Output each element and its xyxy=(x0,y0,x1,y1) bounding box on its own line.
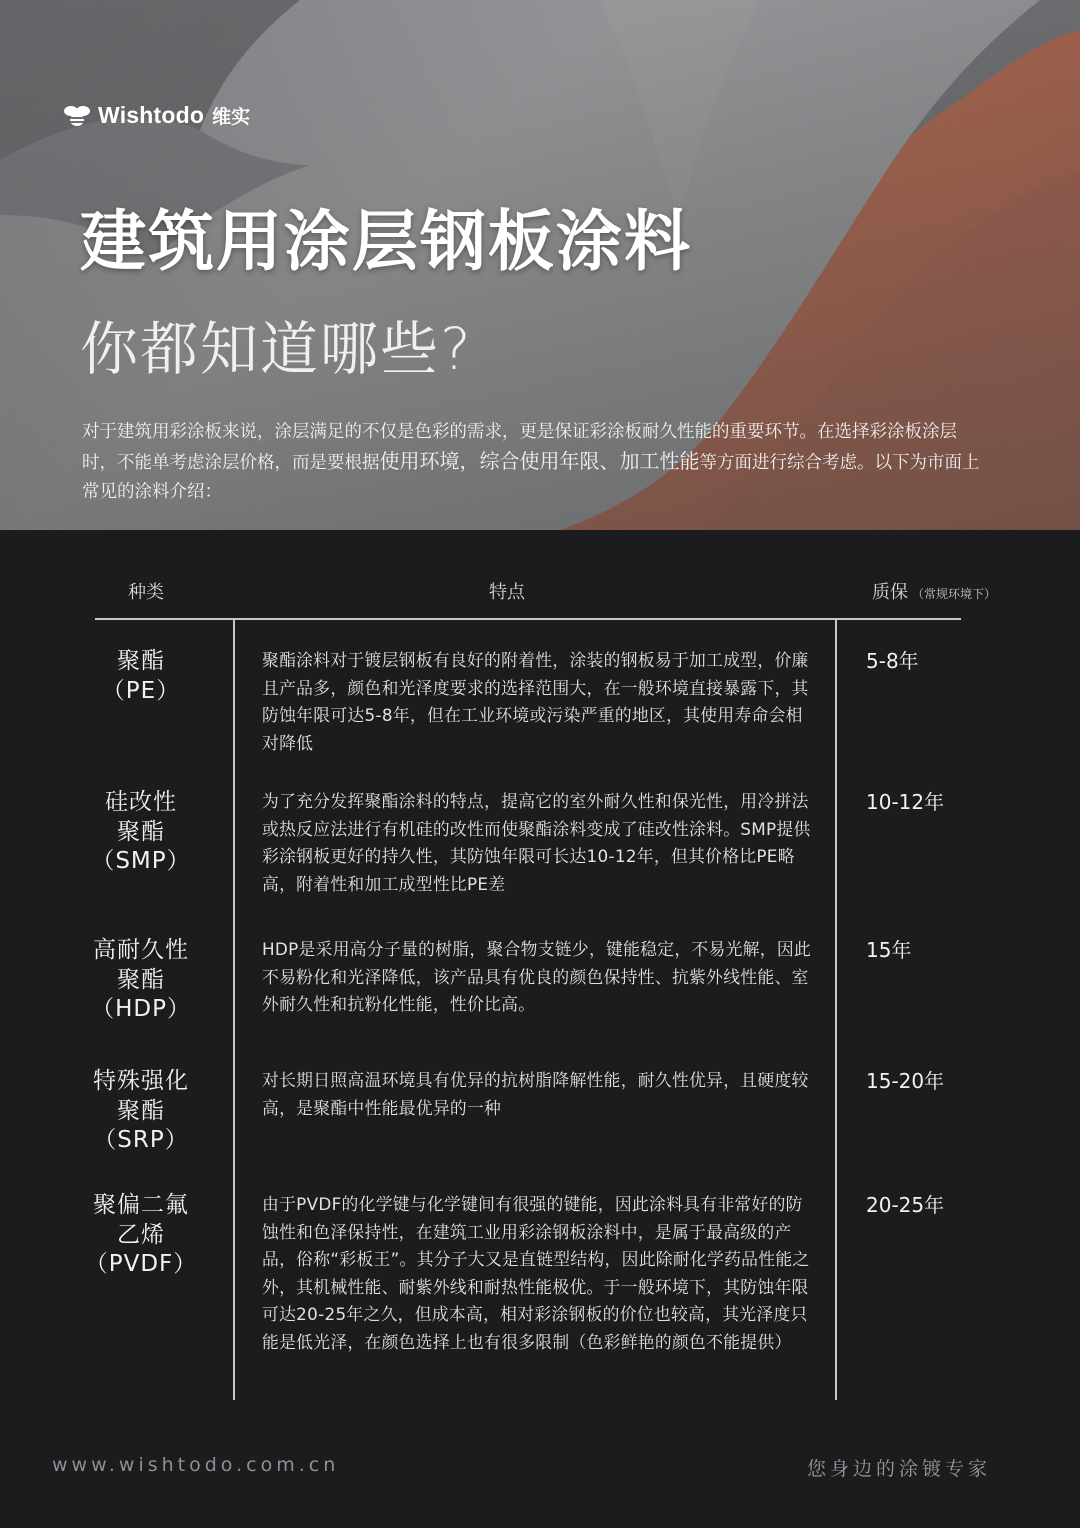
column-divider-right xyxy=(835,620,837,1400)
kind-line: 聚酯 xyxy=(117,1097,165,1124)
page-subtitle: 你都知道哪些? xyxy=(80,315,473,383)
kind-cell xyxy=(80,788,202,877)
intro-paragraph xyxy=(82,418,982,507)
header-warranty xyxy=(872,578,996,604)
kind-line: 硅改性 xyxy=(105,789,177,815)
warranty-cell: 15-20年 xyxy=(866,1069,945,1093)
hero-banner xyxy=(0,0,1080,530)
kind-line: （SRP） xyxy=(93,1127,189,1153)
kind-line: 聚偏二氟 xyxy=(93,1192,189,1218)
kind-line: 聚酯 xyxy=(117,818,165,845)
warranty-cell: 10-12年 xyxy=(866,790,945,814)
kind-line: （PE） xyxy=(101,677,181,704)
intro-text-b: 等方面进行综合考虑。以下为市面上常见的涂料介绍： xyxy=(82,453,980,502)
brand-logo[interactable] xyxy=(62,98,250,132)
warranty-cell: 20-25年 xyxy=(866,1193,945,1217)
kind-line: 乙烯 xyxy=(117,1221,165,1248)
kind-cell xyxy=(80,936,202,1025)
feature-cell: 由于PVDF的化学键与化学键间有很强的键能，因此涂料具有非常好的防蚀性和色泽保持性，在建筑工业用彩涂钢板涂料中，是属于最高级的产品，俗称“彩板王”。其分子大又是直链型结构，因此除耐化学药品性能之外，其机械性能、耐紫外线和耐热性能极优。于一般环境下，其防蚀年限可达20-25年之久，但成本高，相对彩涂钢板的价位也较高，其光泽度只能是低光泽，在颜色选择上也有很多限制（色彩鲜艳的颜色不能提供） xyxy=(262,1194,810,1352)
header-warranty-label: 质保 xyxy=(872,582,908,603)
header-feature: 特点 xyxy=(489,582,525,603)
website-link[interactable]: www.wishtodo.com.cn xyxy=(52,1454,340,1476)
kind-line: 高耐久性 xyxy=(93,937,189,963)
kind-line: （PVDF） xyxy=(84,1251,198,1277)
column-divider-left xyxy=(233,620,235,1400)
warranty-cell: 5-8年 xyxy=(866,649,919,673)
feature-cell: 为了充分发挥聚酯涂料的特点，提高它的室外耐久性和保光性，用冷拼法或热反应法进行有机硅的改性而使聚酯涂料变成了硅改性涂料。SMP提供彩涂钢板更好的持久性，其防蚀年限可长达10-12年，但其价格比PE略高，附着性和加工成型性比PE差 xyxy=(262,791,811,894)
page-title: 建筑用涂层钢板涂料 xyxy=(80,203,692,280)
warranty-cell: 15年 xyxy=(866,938,912,962)
kind-line: 聚酯 xyxy=(117,966,165,993)
feature-cell: HDP是采用高分子量的树脂，聚合物支链少，键能稳定，不易光解，因此不易粉化和光泽降低，该产品具有优良的颜色保持性、抗紫外线性能、室外耐久性和抗粉化性能，性价比高。 xyxy=(262,939,811,1015)
table-header-divider xyxy=(95,618,961,620)
intro-emphasis: 使用环境，综合使用年限、加工性能 xyxy=(379,449,700,473)
header-warranty-note: （常规环境下） xyxy=(912,587,997,601)
brand-name: Wishtodo xyxy=(98,101,205,128)
kind-line: 聚酯 xyxy=(117,648,165,674)
intro-text-a: 对于建筑用彩涂板来说，涂层满足的不仅是色彩的需求，更是保证彩涂板耐久性能的重要环节。在选择彩涂板涂层时，不能单考虑涂层价格，而是要根据 xyxy=(82,422,957,473)
bee-logo-icon xyxy=(62,100,92,130)
kind-line: （SMP） xyxy=(91,848,191,874)
kind-line: （HDP） xyxy=(91,996,191,1022)
header-kind: 种类 xyxy=(128,582,164,603)
kind-cell xyxy=(80,647,202,706)
kind-cell xyxy=(80,1067,202,1156)
brand-slogan: 您身边的涂镀专家 xyxy=(807,1458,992,1480)
table-header xyxy=(0,578,1080,608)
kind-line: 特殊强化 xyxy=(93,1068,189,1094)
feature-cell: 对长期日照高温环境具有优异的抗树脂降解性能，耐久性优异，且硬度较高，是聚酯中性能最优异的一种 xyxy=(262,1070,809,1118)
brand-name-cn: 维实 xyxy=(212,105,251,128)
kind-cell xyxy=(80,1191,202,1280)
feature-cell: 聚酯涂料对于镀层钢板有良好的附着性，涂装的钢板易于加工成型，价廉且产品多，颜色和光泽度要求的选择范围大，在一般环境直接暴露下，其防蚀年限可达5-8年，但在工业环境或污染严重的地区，其使用寿命会相对降低 xyxy=(262,650,809,753)
